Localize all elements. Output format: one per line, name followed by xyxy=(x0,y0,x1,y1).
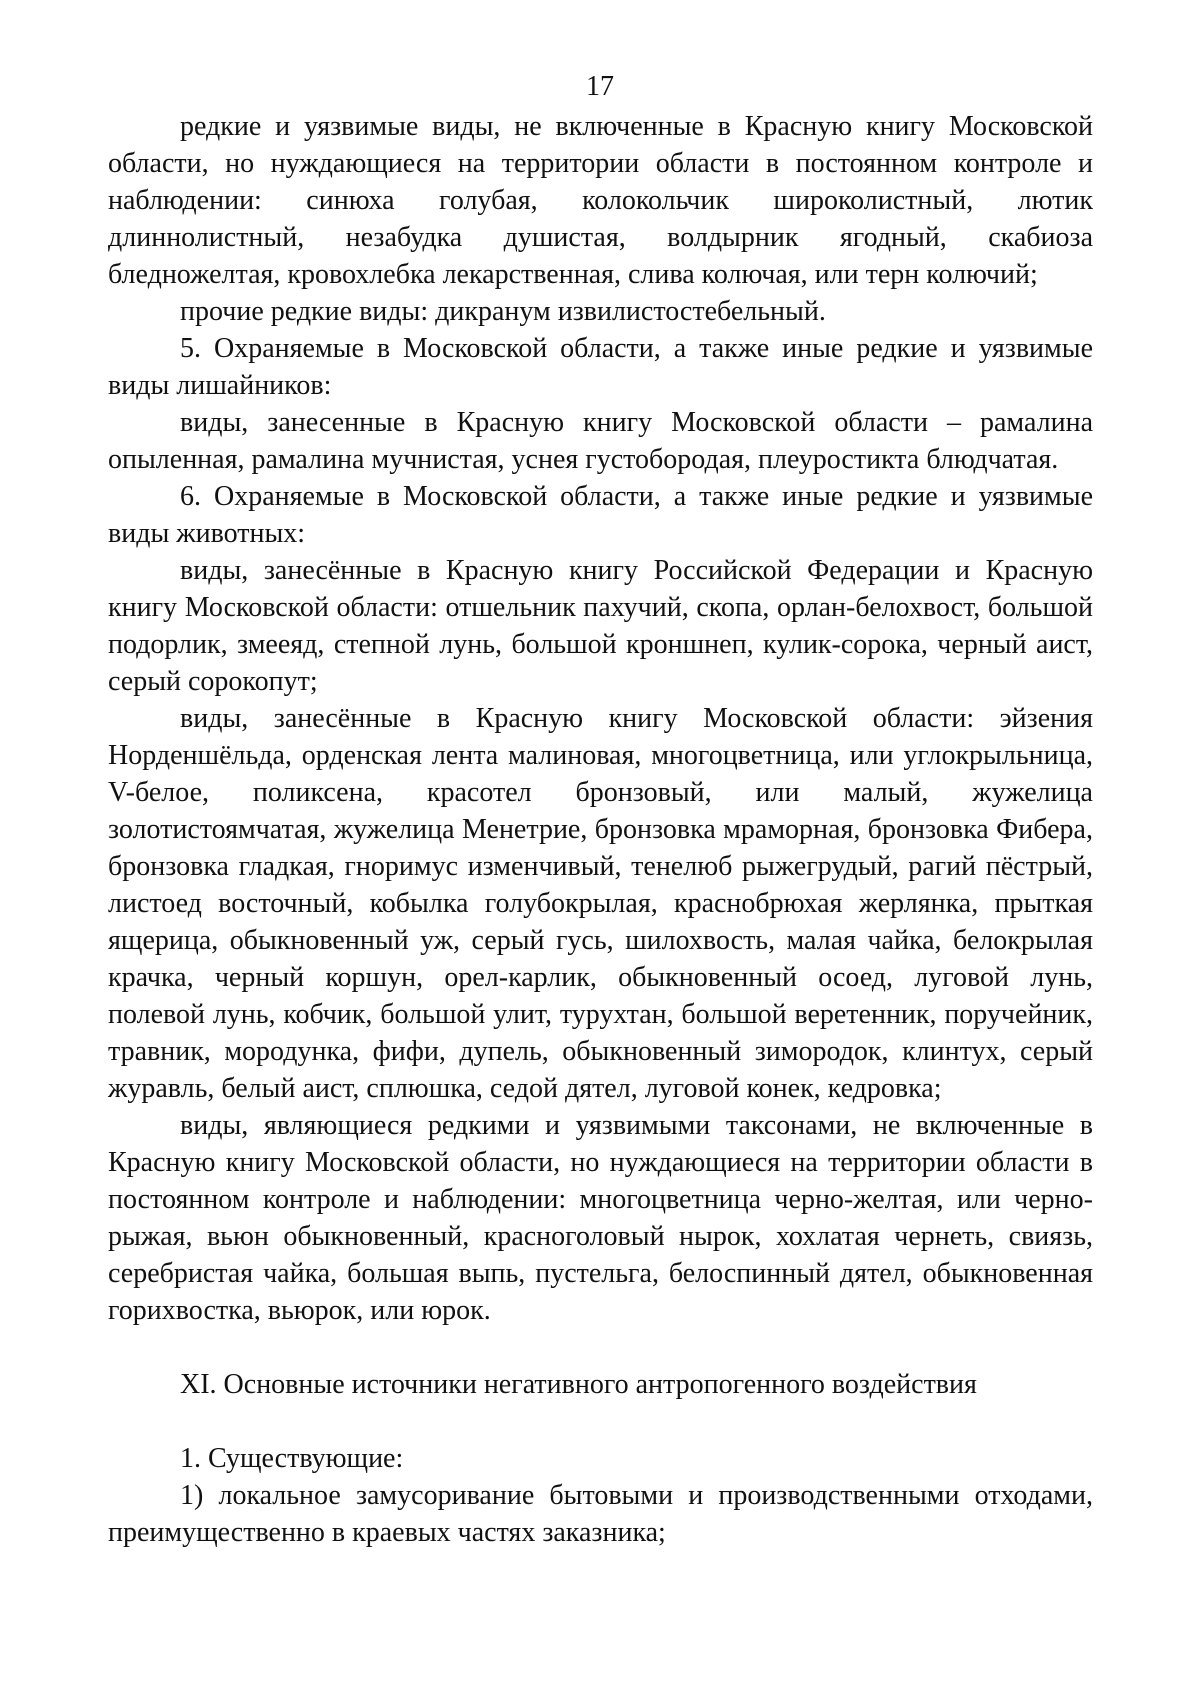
paragraph-lichens-heading: 5. Охраняемые в Московской области, а также иные редкие и уязвимые виды лишайников: xyxy=(108,333,1093,401)
paragraph-animals-moscow-red-book: виды, занесённые в Красную книгу Московской области: эйзения Норденшёльда, орденская лента малиновая, многоцветница, или углокрыльница, V-белое, поликсена, красотел бронзовый, или малый, жужелица золотистоямчатая, жужелица Менетрие, бронзовка мраморная, бронзовка Фибера, бронзовка гладкая, гноримус изменчивый, тенелюб рыжегрудый, рагий пёстрый, листоед восточный, кобылка голубокрылая, краснобрюхая жерлянка, прыткая ящерица, обыкновенный уж, серый гусь, шилохвость, малая чайка, белокрылая крачка, черный коршун, орел-карлик, обыкновенный осоед, луговой лунь, полевой лунь, кобчик, большой улит, турухтан, большой веретенник, поручейник, травник, мородунка, фифи, дупель, обыкновенный зимородок, клинтух, серый журавль, белый аист, сплюшка, седой дятел, луговой конек, кедровка; xyxy=(108,703,1093,1104)
page-number: 17 xyxy=(586,71,614,102)
paragraph-lichens-list: виды, занесенные в Красную книгу Московской области – рамалина опыленная, рамалина мучнистая, уснея густобородая, плеуростикта блюдчатая. xyxy=(108,407,1093,475)
paragraph-other-rare-species: прочие редкие виды: дикранум извилистостебельный. xyxy=(180,296,826,327)
paragraph-animals-heading: 6. Охраняемые в Московской области, а также иные редкие и уязвимые виды животных: xyxy=(108,481,1093,549)
subsection-existing: 1. Существующие: xyxy=(180,1443,404,1474)
document-body xyxy=(108,108,1093,1551)
paragraph-rare-plants-continued: редкие и уязвимые виды, не включенные в Красную книгу Московской области, но нуждающиеся на территории области в постоянном контроле и наблюдении: синюха голубая, колокольчик широколистный, лютик длиннолистный, незабудка душистая, волдырник ягодный, скабиоза бледножелтая, кровохлебка лекарственная, слива колючая, или терн колючий; xyxy=(108,111,1093,290)
section-heading: XI. Основные источники негативного антропогенного воздействия xyxy=(180,1369,977,1400)
paragraph-animals-federal-red-book: виды, занесённые в Красную книгу Российской Федерации и Красную книгу Московской области: отшельник пахучий, скопа, орлан-белохвост, большой подорлик, змееяд, степной лунь, большой кроншнеп, кулик-сорока, черный аист, серый сорокопут; xyxy=(108,555,1093,697)
paragraph-animals-monitored: виды, являющиеся редкими и уязвимыми таксонами, не включенные в Красную книгу Московской области, но нуждающиеся на территории области в постоянном контроле и наблюдении: многоцветница черно-желтая, или черно-рыжая, вьюн обыкновенный, красноголовый нырок, хохлатая чернеть, свиязь, серебристая чайка, большая выпь, пустельга, белоспинный дятел, обыкновенная горихвостка, вьюрок, или юрок. xyxy=(108,1110,1093,1326)
list-item-1: 1) локальное замусоривание бытовыми и производственными отходами, преимущественно в краевых частях заказника; xyxy=(108,1480,1093,1548)
